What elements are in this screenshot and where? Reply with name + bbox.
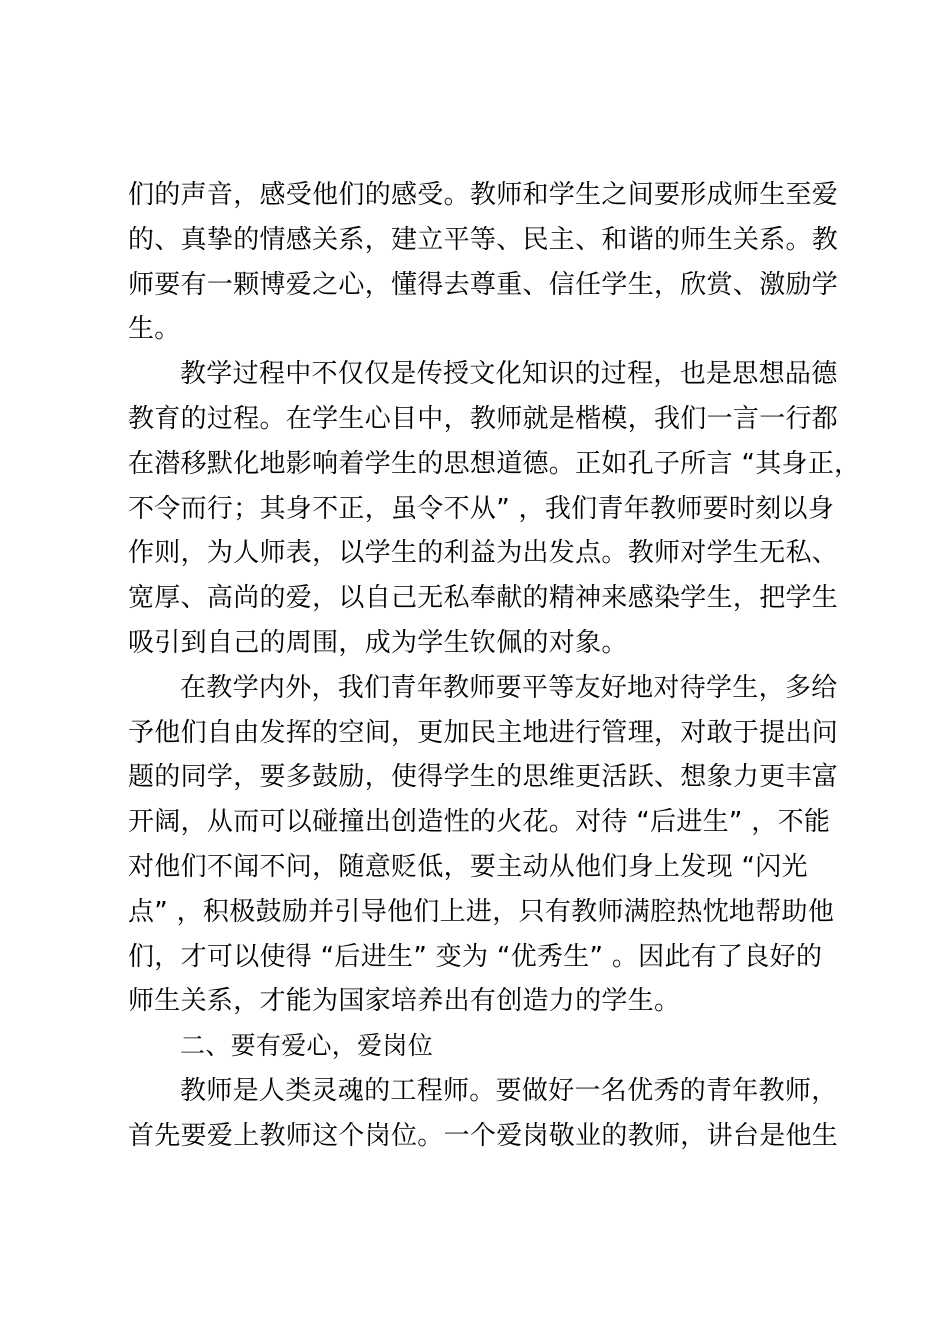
paragraph-line: 点” ，积极鼓励并引导他们上进，只有教师满腔热忱地帮助他: [128, 896, 835, 927]
section-heading: 二、要有爱心，爱岗位: [180, 1031, 434, 1061]
paragraph-line: 的、真挚的情感关系，建立平等、民主、和谐的师生关系。教: [128, 224, 839, 255]
paragraph-4: [128, 1069, 843, 1159]
paragraph-line: 们的声音，感受他们的感受。教师和学生之间要形成师生至爱: [128, 180, 839, 210]
paragraph-line: 作则，为人师表，以学生的利益为出发点。教师对学生无私、: [128, 538, 839, 569]
paragraph-2: [128, 352, 861, 666]
paragraph-line: 教学过程中不仅仅是传授文化知识的过程，也是思想品德: [180, 359, 838, 390]
paragraph-line: 题的同学，要多鼓励，使得学生的思维更活跃、想象力更丰富: [128, 762, 839, 793]
paragraph-line: 教育的过程。在学生心目中，教师就是楷模，我们一言一行都: [128, 403, 839, 434]
paragraph-line: 在潜移默化地影响着学生的思想道德。正如孔子所言 “其身正，: [128, 448, 861, 479]
paragraph-line: 在教学内外，我们青年教师要平等友好地对待学生，多给: [180, 672, 838, 703]
paragraph-line: 教师是人类灵魂的工程师。要做好一名优秀的青年教师，: [180, 1075, 838, 1106]
paragraph-3: [128, 666, 843, 1024]
paragraph-line: 师要有一颗博爱之心，懂得去尊重、信任学生，欣赏、激励学: [128, 269, 839, 300]
paragraph-line: 师生关系，才能为国家培养出有创造力的学生。: [128, 986, 681, 1017]
document-body: [128, 173, 861, 1159]
paragraph-1: [128, 173, 843, 352]
paragraph-line: 对他们不闻不问，随意贬低，要主动从他们身上发现 “闪光: [128, 851, 808, 882]
paragraph-line: 宽厚、高尚的爱，以自己无私奉献的精神来感染学生，把学生: [128, 583, 839, 614]
paragraph-line: 首先要爱上教师这个岗位。一个爱岗敬业的教师，讲台是他生: [128, 1120, 839, 1151]
paragraph-line: 不令而行；其身不正，虽令不从” ，我们青年教师要时刻以身: [128, 493, 835, 524]
paragraph-line: 们，才可以使得 “后进生” 变为 “优秀生” 。因此有了良好的: [128, 941, 823, 972]
paragraph-line: 生。: [128, 314, 181, 345]
paragraph-line: 开阔，从而可以碰撞出创造性的火花。对待 “后进生” ，不能: [128, 807, 831, 838]
paragraph-line: 吸引到自己的周围，成为学生钦佩的对象。: [128, 627, 628, 658]
paragraph-line: 予他们自由发挥的空间，更加民主地进行管理，对敢于提出问: [128, 717, 839, 748]
